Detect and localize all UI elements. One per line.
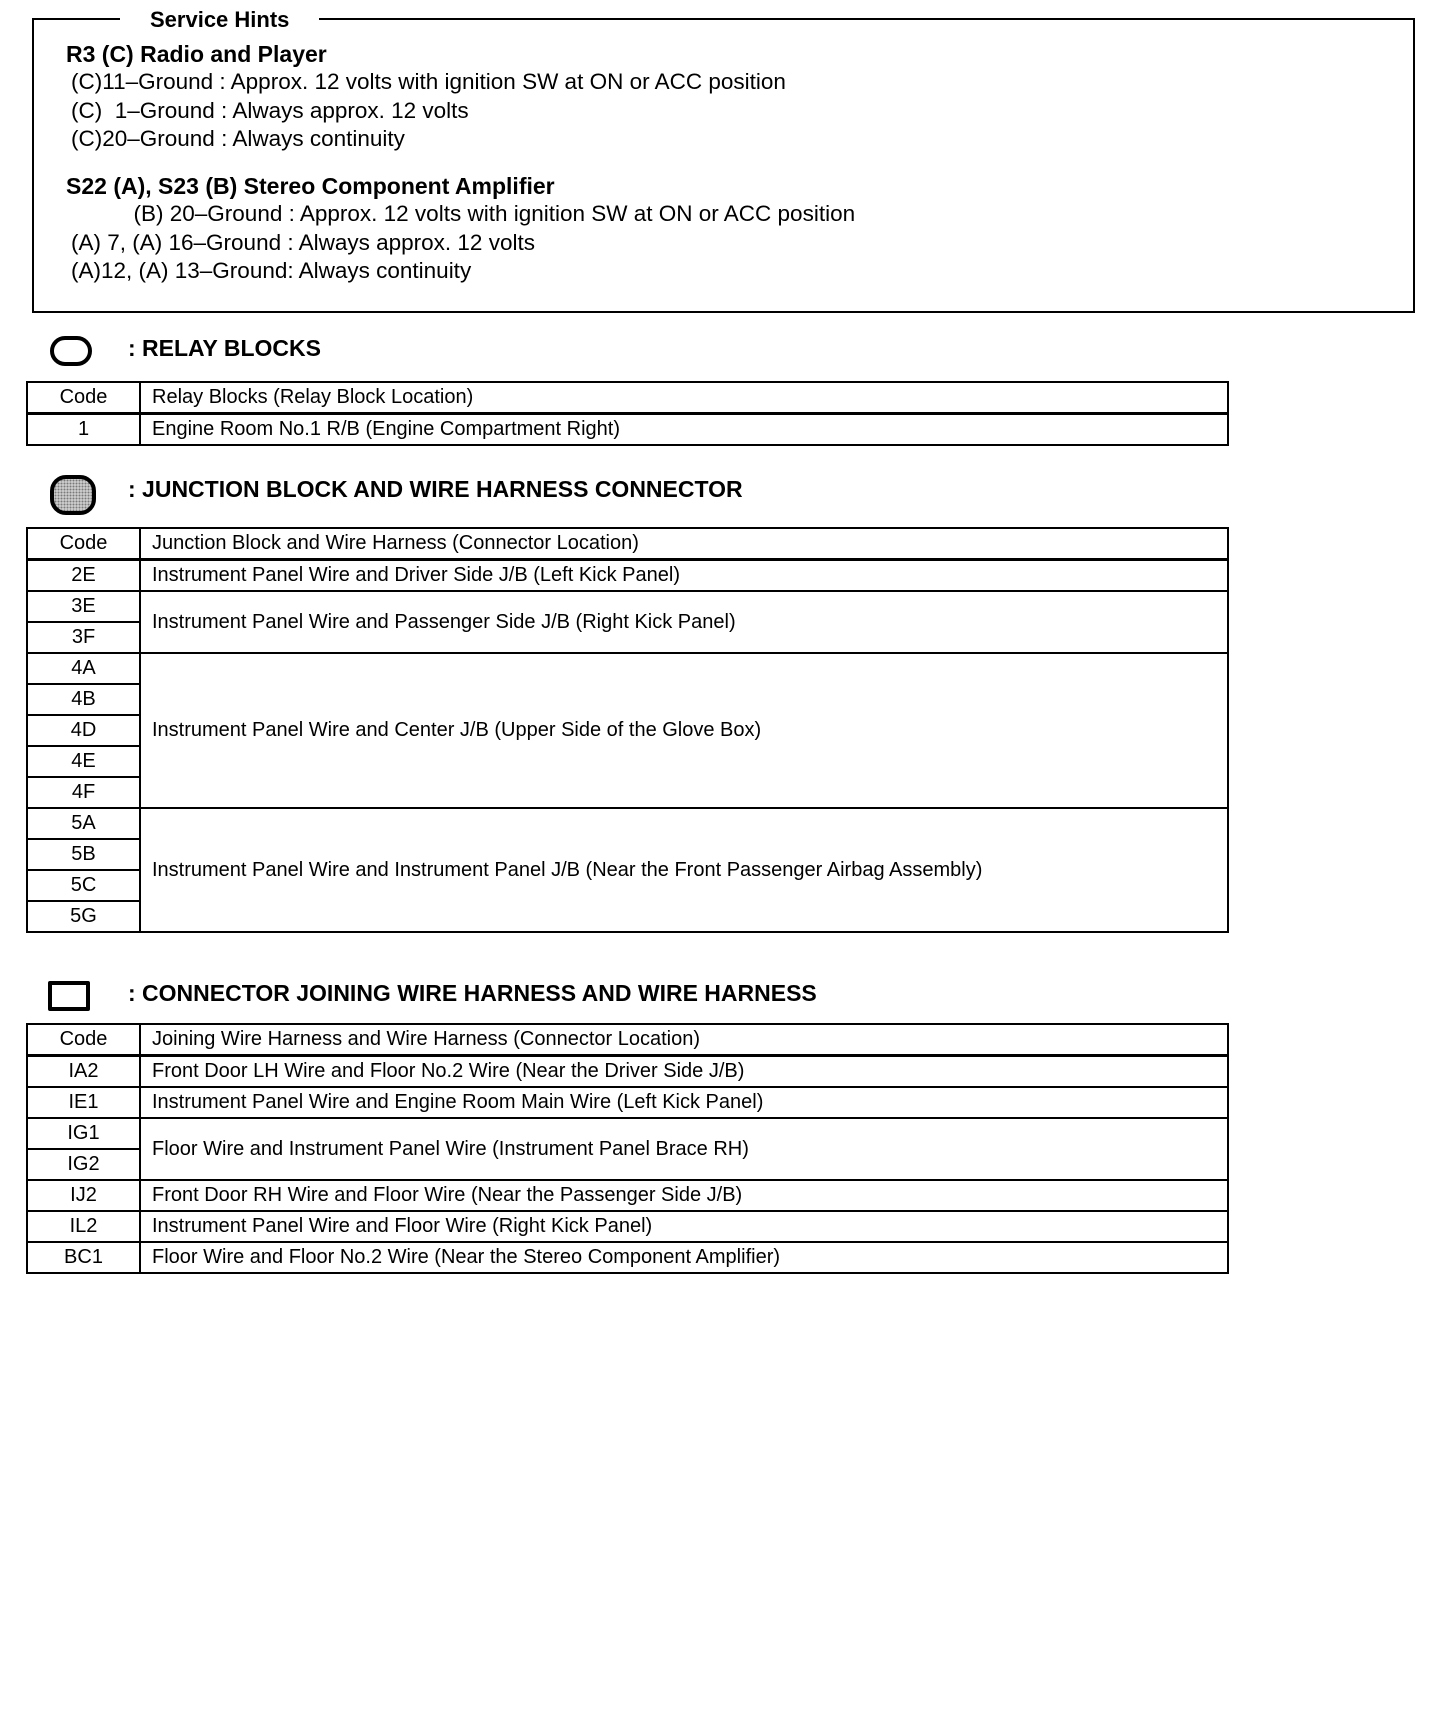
column-header-location: Joining Wire Harness and Wire Harness (Connector Location) [140, 1024, 1228, 1056]
location-cell: Instrument Panel Wire and Passenger Side J/B (Right Kick Panel) [140, 591, 1228, 653]
column-header-code: Code [27, 1024, 140, 1056]
hint-block-radio-player [66, 40, 786, 154]
code-cell: 2E [27, 560, 140, 592]
table-row [27, 1180, 1228, 1211]
code-cell: 5G [27, 901, 140, 932]
code-cell: BC1 [27, 1242, 140, 1273]
column-header-code: Code [27, 528, 140, 560]
code-cell: IJ2 [27, 1180, 140, 1211]
hint-line: (B) 20–Ground : Approx. 12 volts with ignition SW at ON or ACC position [71, 201, 856, 226]
code-cell: IL2 [27, 1211, 140, 1242]
location-cell: Front Door LH Wire and Floor No.2 Wire (Near the Driver Side J/B) [140, 1056, 1228, 1088]
table-row [27, 591, 1228, 622]
location-cell: Instrument Panel Wire and Floor Wire (Right Kick Panel) [140, 1211, 1228, 1242]
hint-line: (A) 7, (A) 16–Ground : Always approx. 12 volts [71, 229, 535, 255]
hint-title: S22 (A), S23 (B) Stereo Component Amplifier [66, 173, 555, 199]
column-header-code: Code [27, 382, 140, 414]
code-cell: 4F [27, 777, 140, 808]
service-hints-box [32, 7, 1415, 313]
section-title: : RELAY BLOCKS [128, 335, 321, 361]
service-hints-title: Service Hints [120, 5, 319, 35]
rectangle-icon [48, 981, 90, 1011]
hint-line: (C) 1–Ground : Always approx. 12 volts [71, 97, 469, 123]
section-title: : CONNECTOR JOINING WIRE HARNESS AND WIRE HARNESS [128, 980, 817, 1006]
column-header-location: Relay Blocks (Relay Block Location) [140, 382, 1228, 414]
code-cell: 4B [27, 684, 140, 715]
code-cell: 1 [27, 414, 140, 446]
relay-blocks-table [26, 381, 1229, 446]
table-row [27, 1056, 1228, 1088]
location-cell: Instrument Panel Wire and Center J/B (Upper Side of the Glove Box) [140, 653, 1228, 808]
hint-line: (A)12, (A) 13–Ground: Always continuity [71, 258, 472, 283]
section-title: : JUNCTION BLOCK AND WIRE HARNESS CONNECTOR [128, 476, 743, 502]
table-row [27, 808, 1228, 839]
table-header-row [27, 1024, 1228, 1056]
code-cell: 4D [27, 715, 140, 746]
hint-line: (C)20–Ground : Always continuity [71, 126, 405, 151]
hint-block-stereo-amplifier [66, 172, 855, 286]
junction-block-table [26, 527, 1229, 933]
table-row [27, 1087, 1228, 1118]
table-header-row [27, 382, 1228, 414]
location-cell: Floor Wire and Instrument Panel Wire (Instrument Panel Brace RH) [140, 1118, 1228, 1180]
code-cell: 5A [27, 808, 140, 839]
code-cell: 5B [27, 839, 140, 870]
table-row [27, 1211, 1228, 1242]
code-cell: 3E [27, 591, 140, 622]
table-row [27, 1242, 1228, 1273]
connector-table [26, 1023, 1229, 1274]
location-cell: Floor Wire and Floor No.2 Wire (Near the Stereo Component Amplifier) [140, 1242, 1228, 1273]
column-header-location: Junction Block and Wire Harness (Connector Location) [140, 528, 1228, 560]
oval-icon [50, 336, 92, 366]
code-cell: IA2 [27, 1056, 140, 1088]
code-cell: IG1 [27, 1118, 140, 1149]
table-row [27, 1118, 1228, 1149]
shaded-oval-icon [50, 475, 96, 515]
table-header-row [27, 528, 1228, 560]
code-cell: 5C [27, 870, 140, 901]
location-cell: Front Door RH Wire and Floor Wire (Near the Passenger Side J/B) [140, 1180, 1228, 1211]
code-cell: 4E [27, 746, 140, 777]
code-cell: IG2 [27, 1149, 140, 1180]
location-cell: Instrument Panel Wire and Instrument Panel J/B (Near the Front Passenger Airbag Assembly) [140, 808, 1228, 932]
code-cell: 4A [27, 653, 140, 684]
location-cell: Instrument Panel Wire and Engine Room Main Wire (Left Kick Panel) [140, 1087, 1228, 1118]
table-row [27, 560, 1228, 592]
location-cell: Engine Room No.1 R/B (Engine Compartment Right) [140, 414, 1228, 446]
hint-title: R3 (C) Radio and Player [66, 41, 327, 67]
code-cell: IE1 [27, 1087, 140, 1118]
hint-line: (C)11–Ground : Approx. 12 volts with ignition SW at ON or ACC position [71, 69, 786, 94]
table-row [27, 653, 1228, 684]
table-row [27, 414, 1228, 446]
location-cell: Instrument Panel Wire and Driver Side J/B (Left Kick Panel) [140, 560, 1228, 592]
code-cell: 3F [27, 622, 140, 653]
